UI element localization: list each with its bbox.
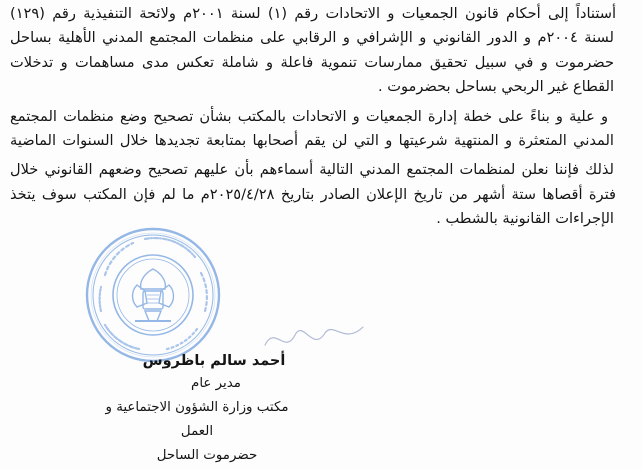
text-line: لسنة ٢٠٠٤م و الدور القانوني و الإشرافي و الرقابي على منظمات المجتمع المدني الأهلية بساحل	[10, 29, 614, 47]
text-line: المدني المتعثرة و المنتهية شرعيتها و التي لن يقم أصحابها بمتابعة تجديدها خلال السنوات الماضية	[10, 132, 614, 150]
text-line: حضرموت و في سبيل تحقيق ممارسات تنموية فاعلة و شاملة تعكس مدى مساهمات و تدخلات	[10, 53, 614, 71]
signatory-name: أحمد سالم باظروس	[142, 353, 286, 369]
text-line: أستناداً إلى أحكام قانون الجمعيات و الاتحادات رقم (١) لسنة ٢٠٠١م ولائحة التنفيذية رقم (١٢٩)	[10, 5, 616, 22]
text-line: فترة أقصاها ستة أشهر من تاريخ الإعلان الصادر بتاريخ ٢٠٢٥/٤/٢٨م ما لم فإن المكتب سوف يتخذ	[10, 185, 616, 203]
signatory-office: مكتب وزارة الشؤون الاجتماعية و العمل	[105, 400, 289, 439]
text-line: القطاع غير الربحي بساحل بحضرموت .	[377, 78, 614, 96]
signatory-region: حضرموت الساحل	[156, 448, 258, 463]
paragraph-announcement	[10, 158, 616, 231]
signatory-title: مدير عام	[191, 376, 241, 391]
document-body	[10, 2, 616, 237]
paragraph-legal-basis	[10, 2, 616, 100]
text-line: الإجراءات القانونية بالشطب .	[436, 210, 614, 228]
text-line: لذلك فإننا نعلن لمنظمات المجتمع المدني التالية أسماءهم بأن عليهم تصحيح وضعهم القانوني خلال	[10, 161, 614, 179]
signature-block	[92, 350, 292, 468]
official-seal-icon	[83, 225, 223, 365]
paragraph-plan	[10, 105, 616, 154]
text-line: و علية و بناءً على خطة إدارة الجمعيات و الاتحادات بالمكتب بشأن تصحيح وضع منظمات المجتمع	[10, 107, 608, 125]
